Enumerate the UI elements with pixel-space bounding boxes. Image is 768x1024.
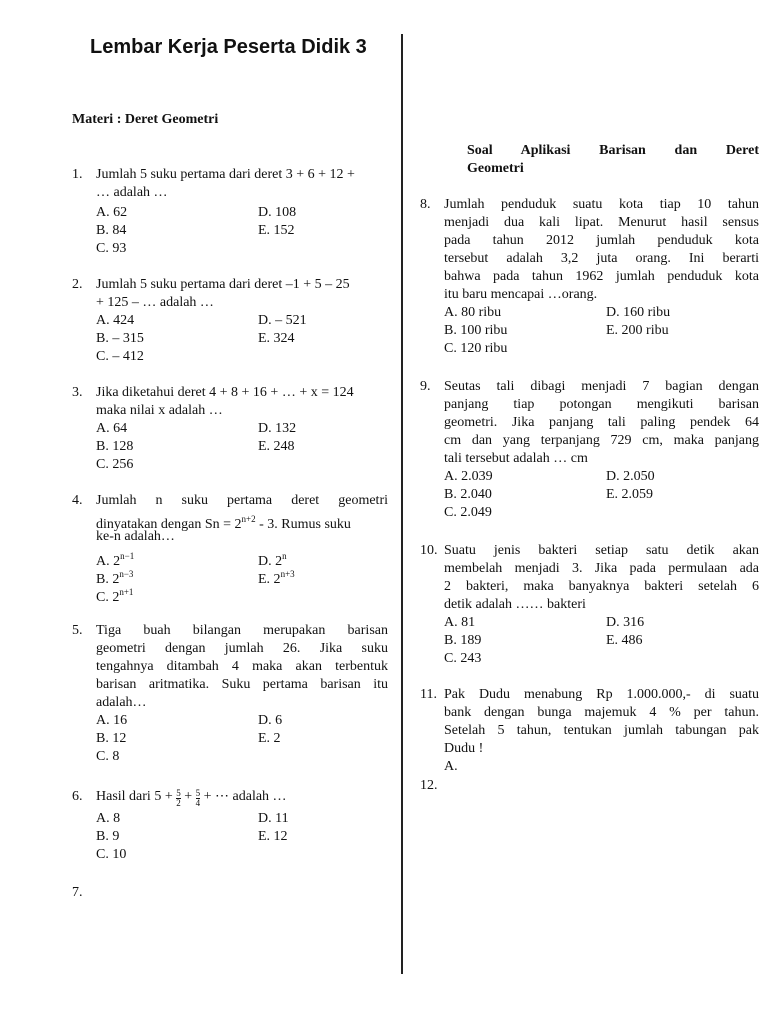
question-text: Tiga buah bilangan merupakan barisan	[96, 623, 388, 638]
option-c: C. – 412	[96, 349, 144, 364]
option-a: A. 80 ribu	[444, 305, 502, 320]
option-b: B. 9	[96, 829, 120, 844]
question-text: tersebut adalah 3,2 juta orang. Ini berarti	[444, 251, 759, 266]
question-text: membelah menjadi 3. Jika pada permulaan ada	[444, 561, 759, 576]
option-c: C. 10	[96, 847, 127, 862]
question-text: tengahnya ditambah 4 maka akan terbentuk	[96, 659, 388, 674]
option-c: C. 256	[96, 457, 134, 472]
question-12	[420, 777, 460, 797]
option-b: B. 128	[96, 439, 134, 454]
question-text: Suatu jenis bakteri setiap satu detik akan	[444, 543, 759, 558]
question-1	[72, 166, 392, 266]
option-a: A. 424	[96, 313, 135, 328]
option-c: C. 2.049	[444, 505, 492, 520]
option-c: C. $2^{n+1}$	[96, 587, 134, 605]
option-a: A. 16	[96, 713, 128, 728]
option-e: E. 12	[258, 829, 288, 844]
question-text: Seutas tali dibagi menjadi 7 bagian dengan	[444, 379, 759, 394]
option-e: E. 486	[606, 633, 643, 648]
question-text: Setelah 5 tahun, tentukan jumlah tabungan pak	[444, 723, 759, 738]
question-number: 11.	[420, 687, 437, 702]
fraction: $\frac{5}{4}$	[195, 788, 201, 808]
question-number: 12.	[420, 778, 438, 793]
materi-label: Materi : Deret Geometri	[72, 112, 219, 127]
option-d: D. 160 ribu	[606, 305, 671, 320]
option-d: D. 132	[258, 421, 297, 436]
option-b: B. – 315	[96, 331, 144, 346]
question-number: 9.	[420, 379, 431, 394]
question-text: Hasil dari 5 + $\frac{5}{2}$ + $\frac{5}{4}$ + ⋯ adalah …	[96, 788, 287, 808]
question-text: ke-n adalah…	[96, 529, 175, 544]
option-b: B. 12	[96, 731, 127, 746]
option-e: E. 200 ribu	[606, 323, 669, 338]
question-text: geometri dengan jumlah 26. Jika suku	[96, 641, 388, 656]
question-text: barisan aritmatika. Suku pertama barisan itu	[96, 677, 388, 692]
option-a: A. 81	[444, 615, 476, 630]
section-heading: Soal Aplikasi Barisan dan Deret	[467, 143, 759, 158]
question-text: pada tahun 2012 jumlah penduduk kota	[444, 233, 759, 248]
question-number: 4.	[72, 493, 83, 508]
option-a: A. 64	[96, 421, 128, 436]
question-text: cm dan yang terpanjang 729 cm, maka panjang	[444, 433, 759, 448]
option-c: C. 120 ribu	[444, 341, 508, 356]
option-b: B. 189	[444, 633, 482, 648]
option-a: A. $2^{n-1}$	[96, 551, 135, 569]
question-8	[420, 196, 760, 366]
option-b: B. $2^{n-3}$	[96, 569, 134, 587]
question-text: Jumlah 5 suku pertama dari deret –1 + 5 – 25	[96, 277, 350, 292]
question-number: 1.	[72, 167, 83, 182]
question-text: menjadi dua kali lipat. Menurut hasil sensus	[444, 215, 759, 230]
option-e: E. 248	[258, 439, 295, 454]
question-7	[72, 884, 112, 904]
question-text: dinyatakan dengan $Sn = 2^{n+2} - 3$. Rumus suku	[96, 514, 351, 532]
question-text: Jika diketahui deret 4 + 8 + 16 + … + x = 124	[96, 385, 354, 400]
question-text: Pak Dudu menabung Rp 1.000.000,- di suatu	[444, 687, 759, 702]
option-d: D. 6	[258, 713, 283, 728]
question-3	[72, 384, 392, 484]
question-number: 2.	[72, 277, 83, 292]
question-10	[420, 542, 760, 672]
question-text: panjang tiap potongan mengikuti barisan	[444, 397, 759, 412]
question-text: Dudu !	[444, 741, 484, 756]
question-text: Jumlah 5 suku pertama dari deret 3 + 6 + 12 +	[96, 167, 355, 182]
option-d: D. 2.050	[606, 469, 655, 484]
question-9	[420, 378, 760, 528]
question-text: tali tersebut adalah … cm	[444, 451, 588, 466]
option-b: B. 84	[96, 223, 127, 238]
question-text: bahwa pada tahun 1962 jumlah penduduk kota	[444, 269, 759, 284]
option-d: D. 2$^n$	[258, 551, 287, 569]
question-text: Jumlah n suku pertama deret geometri	[96, 493, 388, 508]
question-5	[72, 622, 392, 772]
worksheet-title: Lembar Kerja Peserta Didik 3	[90, 36, 367, 58]
option-e: E. 2.059	[606, 487, 654, 502]
question-text: maka nilai x adalah …	[96, 403, 223, 418]
option-e: E. 324	[258, 331, 295, 346]
option-b: B. 2.040	[444, 487, 492, 502]
option-d: D. – 521	[258, 313, 307, 328]
option-c: C. 243	[444, 651, 482, 666]
question-4	[72, 492, 392, 612]
section-heading: Geometri	[467, 161, 524, 176]
option-c: C. 93	[96, 241, 127, 256]
question-text: adalah…	[96, 695, 147, 710]
question-text: Jumlah penduduk suatu kota tiap 10 tahun	[444, 197, 759, 212]
option-b: B. 100 ribu	[444, 323, 508, 338]
question-text: itu baru mencapai …orang.	[444, 287, 598, 302]
option-d: D. 316	[606, 615, 645, 630]
option-a: A.	[444, 759, 458, 774]
question-11	[420, 686, 760, 776]
question-number: 8.	[420, 197, 431, 212]
question-2	[72, 276, 392, 376]
option-c: C. 8	[96, 749, 120, 764]
question-text: detik adalah …… bakteri	[444, 597, 586, 612]
question-number: 10.	[420, 543, 438, 558]
option-e: E. $2^{n+3}$	[258, 569, 295, 587]
column-divider	[401, 34, 403, 974]
fraction: $\frac{5}{2}$	[176, 788, 181, 808]
question-text: geometri. Jika panjang tali paling pendek 64	[444, 415, 759, 430]
option-a: A. 2.039	[444, 469, 493, 484]
question-number: 6.	[72, 789, 83, 804]
question-text: 2 bakteri, maka banyaknya bakteri setelah 6	[444, 579, 759, 594]
option-e: E. 152	[258, 223, 295, 238]
question-text: + 125 – … adalah …	[96, 295, 214, 310]
question-text: … adalah …	[96, 185, 168, 200]
option-e: E. 2	[258, 731, 281, 746]
option-a: A. 62	[96, 205, 128, 220]
question-number: 3.	[72, 385, 83, 400]
question-number: 5.	[72, 623, 83, 638]
question-number: 7.	[72, 885, 83, 900]
option-d: D. 108	[258, 205, 297, 220]
option-a: A. 8	[96, 811, 121, 826]
question-6	[72, 788, 392, 868]
option-d: D. 11	[258, 811, 289, 826]
question-text: bank dengan bunga majemuk 4 % per tahun.	[444, 705, 759, 720]
